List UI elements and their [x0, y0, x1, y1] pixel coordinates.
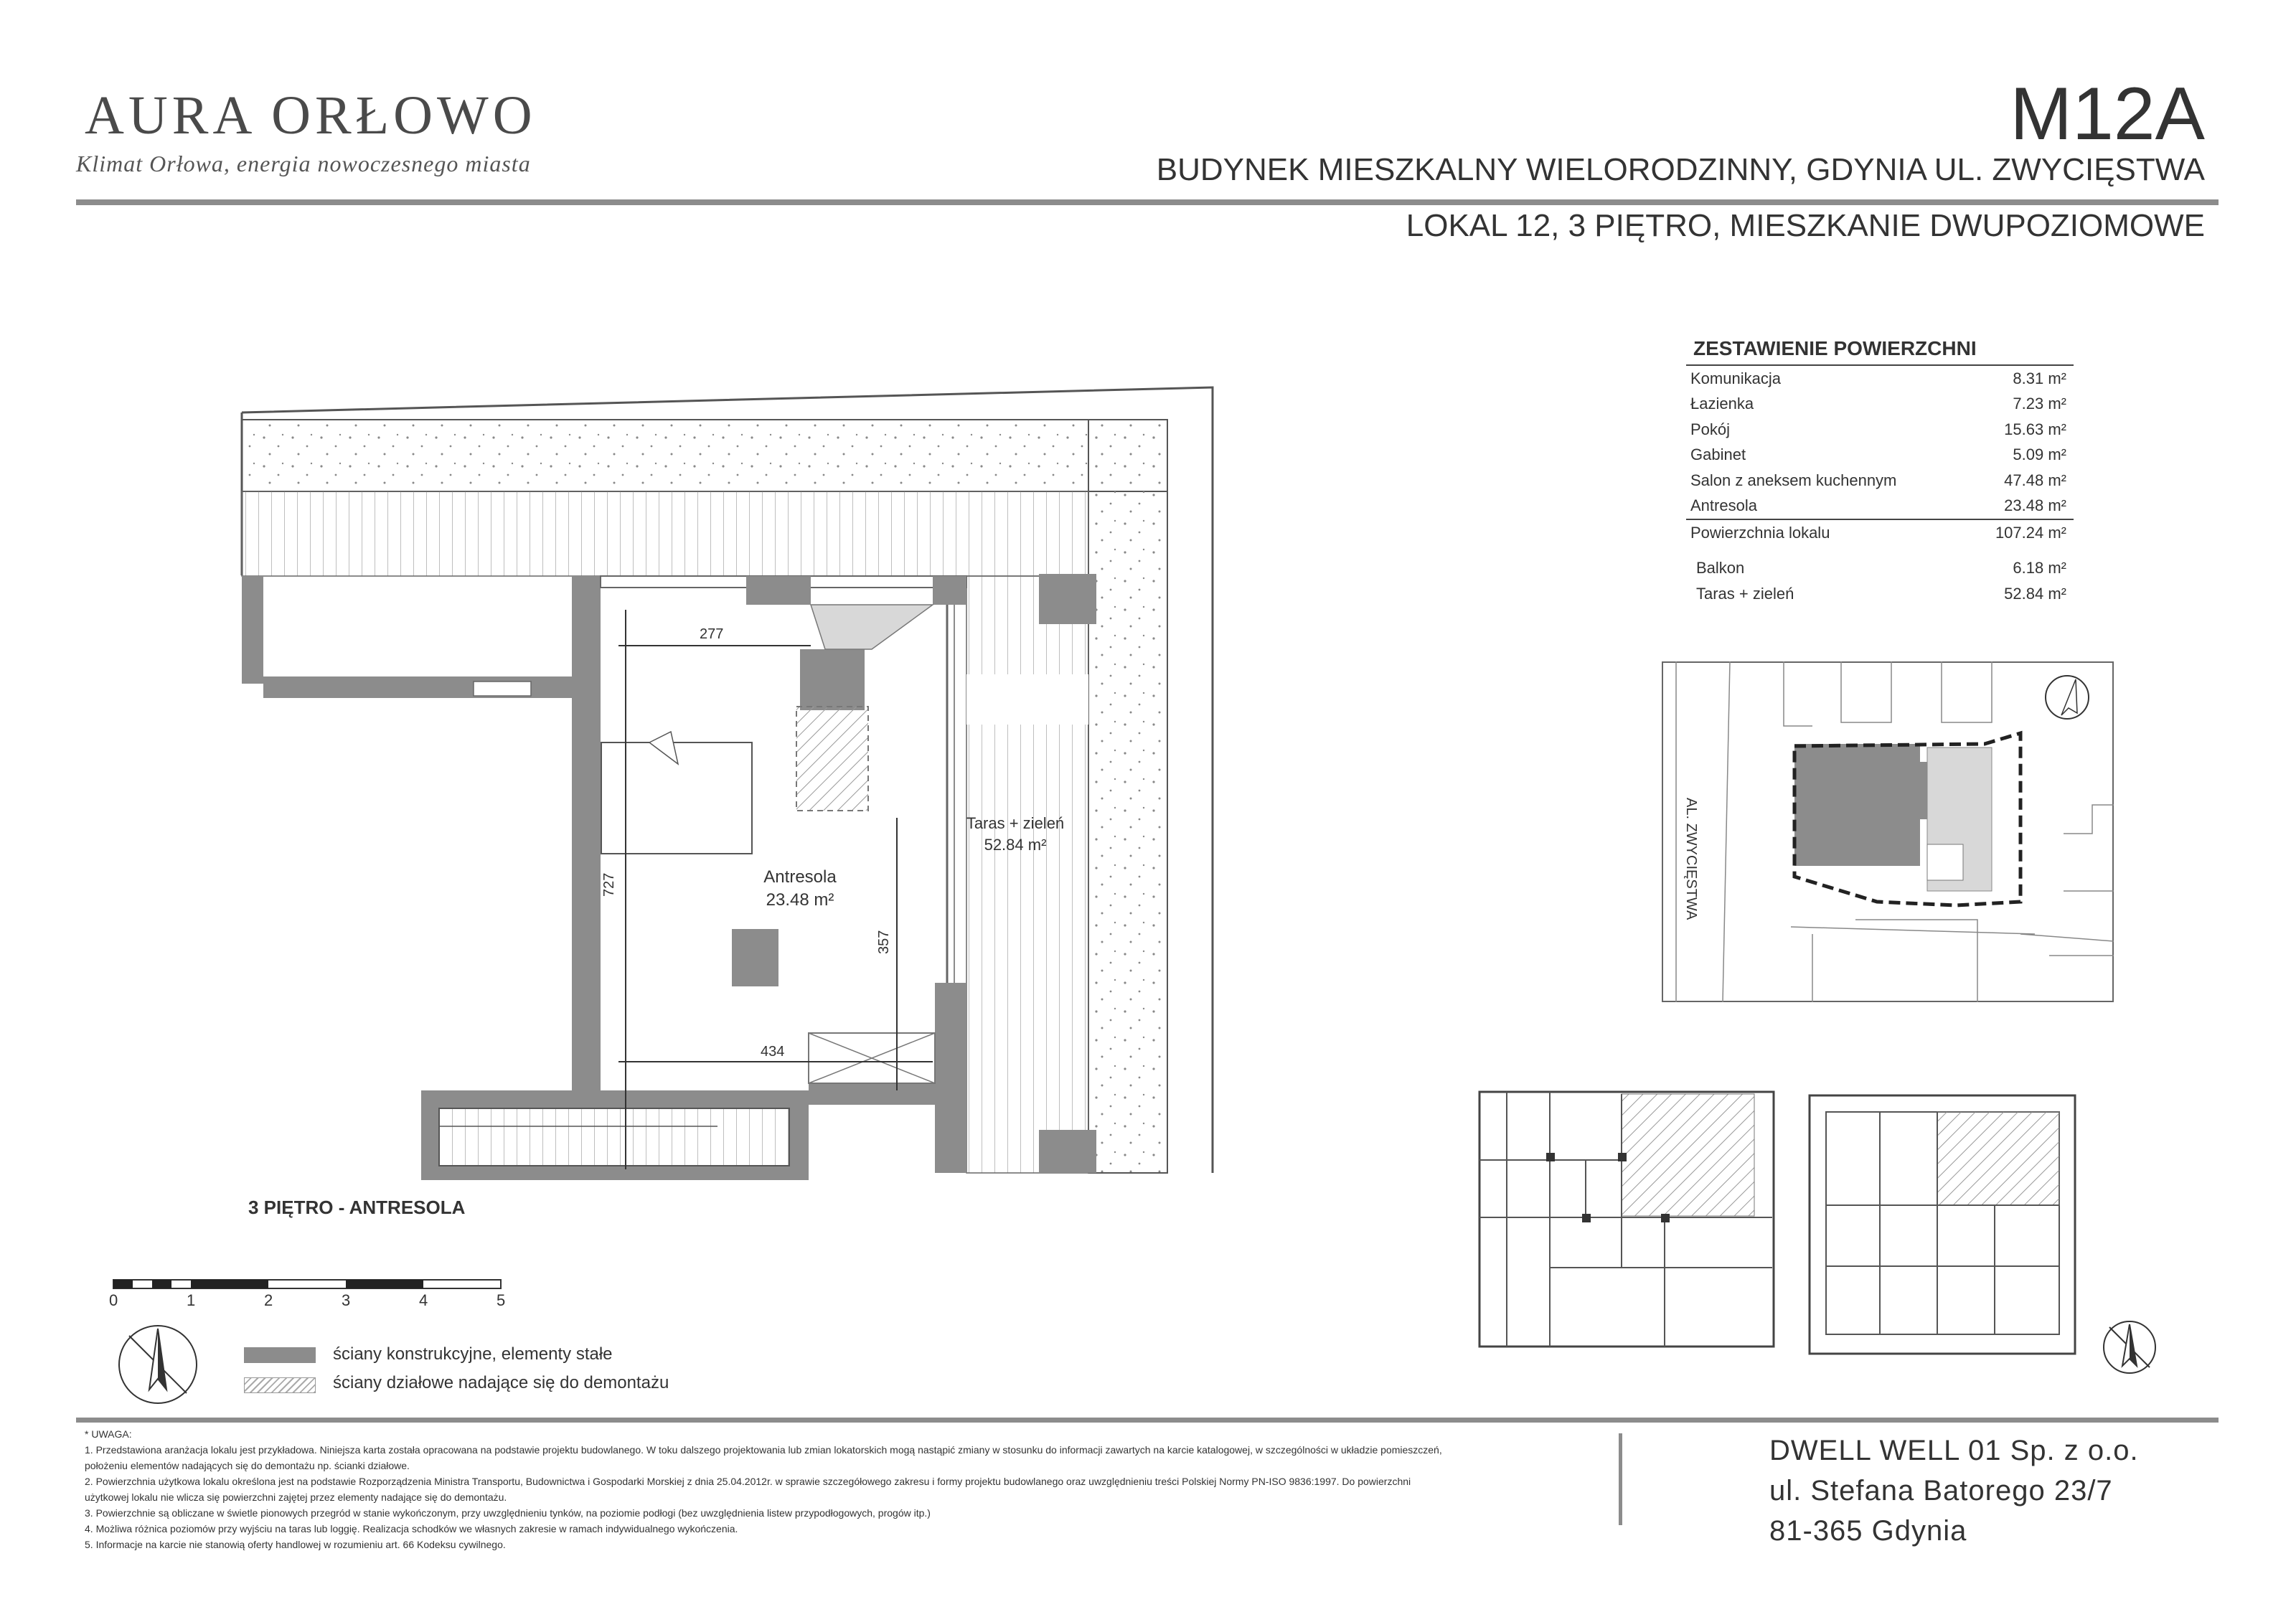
- note-line: 1. Przedstawiona aranżacja lokalu jest przykładowa. Niniejsza karta została opracowana na podstawie projektu budowlanego. W toku dalszego projektowania lub zmian lokatorskich mogą nastąpić zmiany w stosunku do informacji zawartych na karcie katalogowej, w szczególności w układzie pomieszczeń,: [85, 1444, 1442, 1456]
- area-table-title: ZESTAWIENIE POWIERZCHNI: [1686, 337, 2074, 366]
- area-total-row: Powierzchnia lokalu 107.24 m²: [1686, 519, 2074, 546]
- notes: [85, 1426, 1577, 1552]
- scale-label: 5: [497, 1291, 506, 1309]
- footer-rule: [76, 1418, 2219, 1423]
- legend-structural-label: ściany konstrukcyjne, elementy stałe: [333, 1344, 613, 1364]
- unit-info: LOKAL 12, 3 PIĘTRO, MIESZKANIE DWUPOZIOMOWE: [1406, 208, 2205, 243]
- area-row: Gabinet 5.09 m²: [1690, 445, 2066, 464]
- area-extra-row: Taras + zieleń 52.84 m²: [1696, 584, 2066, 603]
- legend-structural-swatch: [244, 1347, 316, 1363]
- area-row: Łazienka 7.23 m²: [1690, 395, 2066, 413]
- dim-bottom: 434: [761, 1044, 785, 1060]
- room-area: 23.48 m²: [766, 890, 834, 910]
- dim-right: 357: [876, 930, 892, 954]
- legend-removable-label: ściany działowe nadające się do demontażu: [333, 1373, 669, 1392]
- area-row: Salon z aneksem kuchennym 47.48 m²: [1690, 471, 2066, 489]
- legend-removable-swatch: [244, 1377, 316, 1393]
- scale-label: 1: [187, 1291, 196, 1309]
- area-row: Antresola 23.48 m²: [1690, 496, 2066, 515]
- note-line: położeniu elementów nadających się do demontażu np. ścianki działowe.: [85, 1460, 410, 1471]
- note-line: 4. Możliwa różnica poziomów przy wyjściu na taras lub loggię. Realizacja schodków we własnych zakresie w ramach indywidualnego wykończenia.: [85, 1523, 738, 1534]
- company-city: 81-365 Gdynia: [1769, 1515, 1967, 1547]
- north-arrow-icon: [115, 1321, 201, 1408]
- header-rule: [76, 199, 2219, 205]
- floor-label: 3 PIĘTRO - ANTRESOLA: [248, 1197, 466, 1218]
- street-label: AL. ZWYCIĘSTWA: [1683, 798, 1699, 920]
- site-map: [1662, 661, 2114, 1002]
- building-title: BUDYNEK MIESZKALNY WIELORODZINNY, GDYNIA UL. ZWYCIĘSTWA: [1156, 152, 2205, 187]
- area-extra-row: Balkon 6.18 m²: [1696, 559, 2066, 577]
- company-address: [1769, 1430, 2139, 1551]
- dim-top: 277: [700, 626, 724, 642]
- company-name: DWELL WELL 01 Sp. z o.o.: [1769, 1435, 2139, 1466]
- building-plan-thumbnail: [1478, 1074, 1779, 1354]
- note-line: 5. Informacje na karcie nie stanowią oferty handlowej w rozumieniu art. 66 Kodeksu cywilnego.: [85, 1539, 506, 1550]
- footer-divider: [1619, 1433, 1622, 1525]
- roof-plan-thumbnail: [1808, 1094, 2081, 1356]
- scale-label: 3: [342, 1291, 351, 1309]
- scale-label: 0: [109, 1291, 118, 1309]
- dim-left: 727: [601, 872, 617, 897]
- area-row: Komunikacja 8.31 m²: [1690, 369, 2066, 387]
- room-name: Antresola: [763, 867, 837, 887]
- company-street: ul. Stefana Batorego 23/7: [1769, 1475, 2113, 1507]
- terrace-area: 52.84 m²: [984, 836, 1047, 854]
- north-arrow-icon: [2101, 1319, 2158, 1376]
- scale-label: 2: [264, 1291, 273, 1309]
- scale-bar: [108, 1270, 517, 1313]
- note-line: 2. Powierzchnia użytkowa lokalu określona jest na podstawie Rozporządzenia Ministra Transportu, Budownictwa i Gospodarki Morskiej z dnia 25.04.2012r. w sprawie szczegółowego zakresu i formy projektu budowlanego oraz uwzględnieniu treści Polskiej Normy PN-ISO 9836:1997. Do powierzchni: [85, 1476, 1411, 1487]
- notes-title: * UWAGA:: [85, 1428, 132, 1440]
- terrace-name: Taras + zieleń: [966, 814, 1065, 832]
- note-line: 3. Powierzchnie są obliczane w świetle pionowych przegród w stanie wykończonym, przy uwzględnieniu tynków, na poziomie podłogi (bez uwzględnienia listew przypodłogowych, progów itp.): [85, 1507, 931, 1519]
- note-line: użytkowej lokalu nie wlicza się powierzchni zajętej przez elementy nadające się do demontażu.: [85, 1491, 507, 1503]
- unit-code: M12A: [2010, 72, 2205, 156]
- scale-label: 4: [419, 1291, 428, 1309]
- brand-tagline: Klimat Orłowa, energia nowoczesnego miasta: [76, 151, 531, 176]
- area-row: Pokój 15.63 m²: [1690, 420, 2066, 438]
- brand-logo: AURA ORŁOWO: [85, 85, 537, 146]
- floor-plan: [230, 373, 1248, 1191]
- area-table: [1686, 337, 2074, 607]
